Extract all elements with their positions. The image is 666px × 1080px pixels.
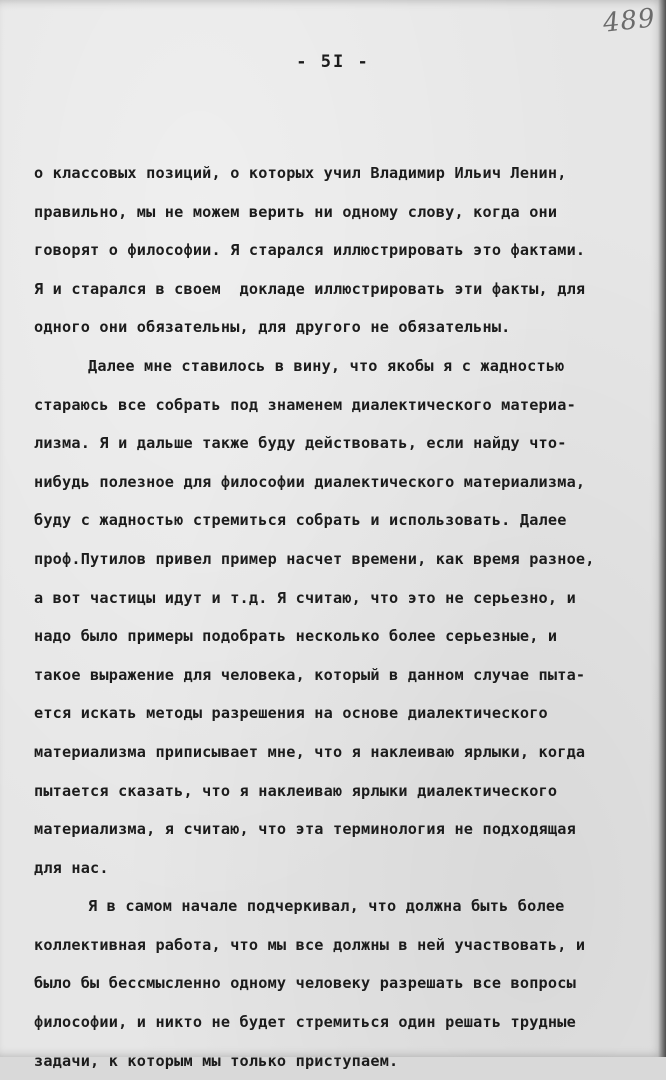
text-line: пытается сказать, что я наклеиваю ярлыки диалектического	[34, 781, 558, 800]
text-line: нибудь полезное для философии диалектического материализма,	[34, 472, 586, 491]
archive-number: 489	[601, 3, 658, 39]
text-line: Я и старался в своем докладе иллюстрировать эти факты, для	[34, 279, 586, 298]
text-line: одного они обязательны, для другого не обязательны.	[34, 318, 511, 337]
text-line: коллективная работа, что мы все должны в ней участвовать, и	[34, 935, 586, 954]
text-line: ется искать методы разрешения на основе диалектического	[34, 704, 548, 723]
page-number: - 5I -	[296, 52, 370, 72]
text-line: надо было примеры подобрать несколько более серьезные, и	[34, 627, 558, 646]
text-line: стараюсь все собрать под знаменем диалектического материа-	[34, 395, 576, 414]
text-line: было бы бессмысленно одному человеку разрешать все вопросы	[34, 974, 576, 993]
text-line: буду с жадностью стремиться собрать и использовать. Далее	[34, 511, 567, 530]
text-line: философии, и никто не будет стремиться один решать трудные	[34, 1013, 576, 1032]
text-line: а вот частицы идут и т.д. Я считаю, что это не серьезно, и	[34, 588, 576, 607]
text-line: материализма приписывает мне, что я наклеиваю ярлыки, когда	[34, 742, 586, 761]
paragraph-start-line: Далее мне ставилось в вину, что якобы я с жадностью	[88, 356, 565, 375]
text-line: для нас.	[34, 858, 109, 877]
text-line: задачи, к которым мы только приступаем.	[34, 1051, 399, 1070]
text-line: говорят о философии. Я старался иллюстрировать это фактами.	[34, 241, 586, 260]
document-body	[34, 154, 664, 1080]
paragraph-start-line: Я в самом начале подчеркивал, что должна быть более	[88, 897, 565, 916]
text-line: проф.Путилов привел пример насчет времени, как время разное,	[34, 549, 595, 568]
text-line: материализма, я считаю, что эта терминология не подходящая	[34, 820, 576, 839]
text-line: такое выражение для человека, который в данном случае пыта-	[34, 665, 586, 684]
text-line: правильно, мы не можем верить ни одному слову, когда они	[34, 202, 558, 221]
text-line: о классовых позиций, о которых учил Владимир Ильич Ленин,	[34, 164, 567, 182]
text-line: лизма. Я и дальше также буду действовать, если найду что-	[34, 434, 567, 453]
